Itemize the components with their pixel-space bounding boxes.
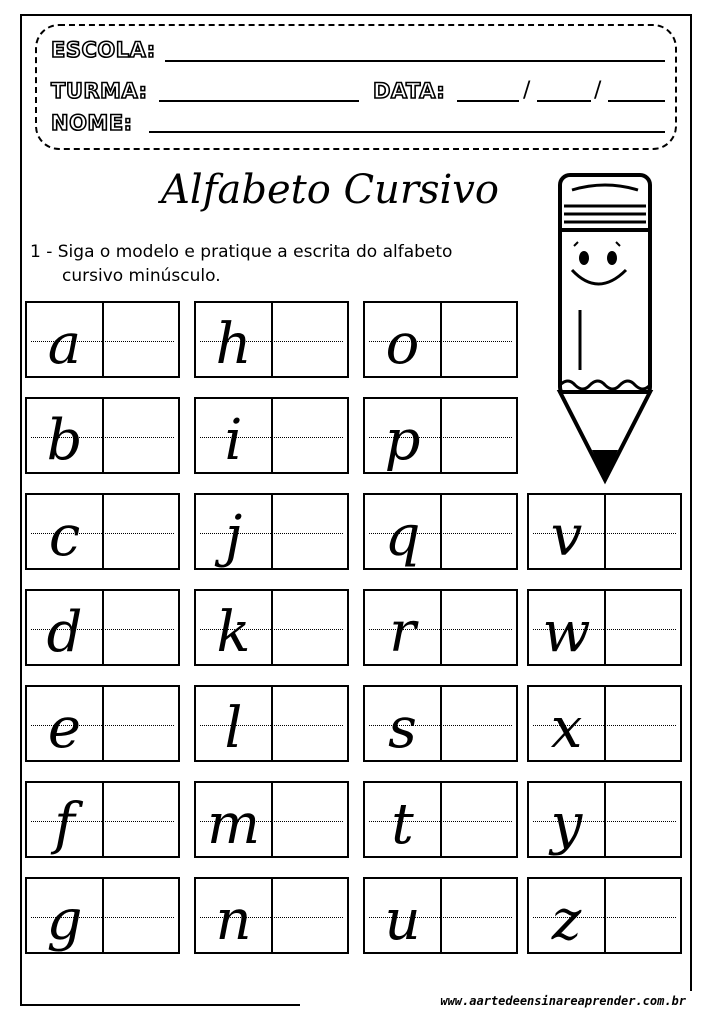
date-year-field[interactable]: [608, 100, 665, 102]
model-letter: d: [46, 600, 83, 665]
model-letter: r: [389, 600, 416, 665]
data-label: DATA:: [373, 79, 446, 103]
model-letter: h: [215, 312, 252, 377]
letter-box-s[interactable]: [363, 685, 518, 762]
model-letter: y: [550, 792, 583, 857]
letter-box-h[interactable]: [194, 301, 349, 378]
model-letter: l: [224, 696, 243, 761]
model-letter: o: [385, 312, 420, 377]
letter-box-i[interactable]: [194, 397, 349, 474]
letter-box-o[interactable]: [363, 301, 518, 378]
date-separator: /: [523, 78, 531, 103]
letter-box-e[interactable]: [25, 685, 180, 762]
letter-box-l[interactable]: [194, 685, 349, 762]
model-letter: i: [224, 408, 243, 473]
letter-box-r[interactable]: [363, 589, 518, 666]
letter-box-u[interactable]: [363, 877, 518, 954]
letter-box-d[interactable]: [25, 589, 180, 666]
model-letter: p: [384, 408, 421, 473]
instruction-line-2: cursivo minúsculo.: [62, 266, 221, 286]
letter-box-t[interactable]: [363, 781, 518, 858]
model-letter: q: [384, 504, 421, 569]
model-letter: t: [391, 792, 414, 857]
date-day-field[interactable]: [457, 100, 519, 102]
letter-box-x[interactable]: [527, 685, 682, 762]
model-letter: w: [542, 600, 591, 665]
model-letter: s: [388, 696, 417, 761]
model-letter: x: [550, 696, 583, 761]
letter-box-q[interactable]: [363, 493, 518, 570]
letter-box-y[interactable]: [527, 781, 682, 858]
model-letter: v: [550, 504, 583, 569]
turma-label: TURMA:: [51, 79, 148, 103]
date-separator: /: [594, 78, 602, 103]
smiling-pencil-icon: [550, 170, 660, 490]
nome-field[interactable]: [149, 131, 665, 133]
model-letter: g: [46, 888, 83, 953]
escola-label: ESCOLA:: [51, 38, 156, 62]
letter-box-p[interactable]: [363, 397, 518, 474]
model-letter: f: [54, 792, 75, 857]
letter-box-j[interactable]: [194, 493, 349, 570]
date-month-field[interactable]: [537, 100, 591, 102]
model-letter: e: [47, 696, 82, 761]
model-letter: u: [384, 888, 421, 953]
letter-box-n[interactable]: [194, 877, 349, 954]
letter-box-b[interactable]: [25, 397, 180, 474]
model-letter: c: [48, 504, 81, 569]
model-letter: j: [224, 504, 243, 569]
letter-box-z[interactable]: [527, 877, 682, 954]
model-letter: b: [46, 408, 83, 473]
footer-website: www.aartedeensinareaprender.com.br: [300, 991, 692, 1011]
model-letter: a: [47, 312, 82, 377]
turma-field[interactable]: [159, 100, 359, 102]
model-letter: m: [206, 792, 261, 857]
letter-box-a[interactable]: [25, 301, 180, 378]
worksheet-title: Alfabeto Cursivo: [161, 167, 499, 213]
letter-box-f[interactable]: [25, 781, 180, 858]
escola-field[interactable]: [165, 60, 665, 62]
model-letter: k: [216, 600, 251, 665]
letter-box-g[interactable]: [25, 877, 180, 954]
instruction-line-1: 1 - Siga o modelo e pratique a escrita do alfabeto: [30, 242, 453, 262]
student-info-header: [35, 24, 677, 150]
nome-label: NOME:: [51, 111, 133, 135]
model-letter: z: [551, 888, 582, 953]
letter-box-w[interactable]: [527, 589, 682, 666]
model-letter: n: [215, 888, 252, 953]
letter-box-v[interactable]: [527, 493, 682, 570]
letter-box-k[interactable]: [194, 589, 349, 666]
instruction-text: [30, 240, 530, 288]
letter-box-c[interactable]: [25, 493, 180, 570]
letter-box-m[interactable]: [194, 781, 349, 858]
